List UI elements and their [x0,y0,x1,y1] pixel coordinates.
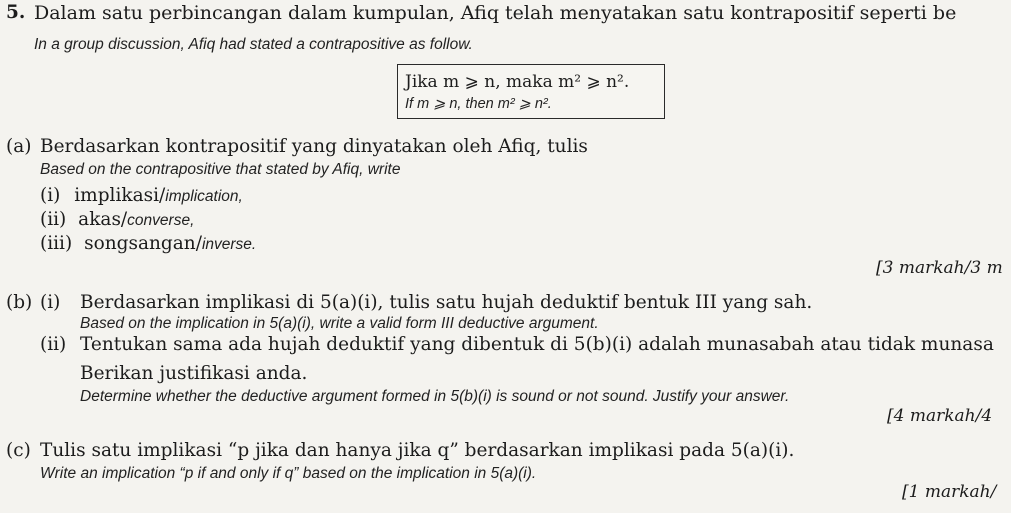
part-c-label: (c) [6,440,31,461]
item-english: converse, [127,212,195,229]
part-c-english: Write an implication “p if and only if q” based on the implication in 5(a)(i). [40,465,537,482]
part-a-item [40,185,243,206]
part-a-english: Based on the contrapositive that stated by Afiq, write [40,161,401,178]
part-a-label: (a) [6,136,32,157]
part-b-i-number: (i) [40,292,61,313]
part-c-marks: [1 markah/ [902,482,997,502]
part-b-i-english: Based on the implication in 5(a)(i), write a valid form III deductive argument. [80,315,599,332]
contrapositive-malay: Jika m ⩾ n, maka m² ⩾ n². [405,72,630,92]
item-number: (iii) [40,233,73,254]
part-b-ii-malay-line1: Tentukan sama ada hujah deduktif yang dibentuk di 5(b)(i) adalah munasabah atau tidak munasa [80,334,994,355]
part-b-ii-malay-line2: Berikan justifikasi anda. [80,363,308,384]
question-stem-english: In a group discussion, Afiq had stated a contrapositive as follow. [34,36,473,53]
item-english: implication, [165,188,243,205]
part-b-ii-number: (ii) [40,334,67,355]
part-b-i-malay: Berdasarkan implikasi di 5(a)(i), tulis satu hujah deduktif bentuk III yang sah. [80,292,813,313]
part-a-item [40,209,194,230]
item-number: (ii) [40,209,67,230]
part-b-label: (b) [6,292,33,313]
part-c-malay: Tulis satu implikasi “p jika dan hanya jika q” berdasarkan implikasi pada 5(a)(i). [40,440,795,461]
question-stem-malay: Dalam satu perbincangan dalam kumpulan, Afiq telah menyatakan satu kontrapositif seperti be [34,2,957,24]
item-malay: akas/ [78,209,128,230]
question-number: 5. [6,2,26,23]
contrapositive-english: If m ⩾ n, then m² ⩾ n². [405,96,552,112]
part-b-ii-english: Determine whether the deductive argument formed in 5(b)(i) is sound or not sound. Justify your answer. [80,388,790,405]
item-malay: songsangan/ [84,233,202,254]
part-b-marks: [4 markah/4 [887,406,993,426]
item-number: (i) [40,185,61,206]
part-a-malay: Berdasarkan kontrapositif yang dinyatakan oleh Afiq, tulis [40,136,588,157]
part-a-marks: [3 markah/3 m [876,258,1003,278]
part-a-item [40,233,256,254]
item-english: inverse. [201,236,257,253]
item-malay: implikasi/ [74,185,166,206]
